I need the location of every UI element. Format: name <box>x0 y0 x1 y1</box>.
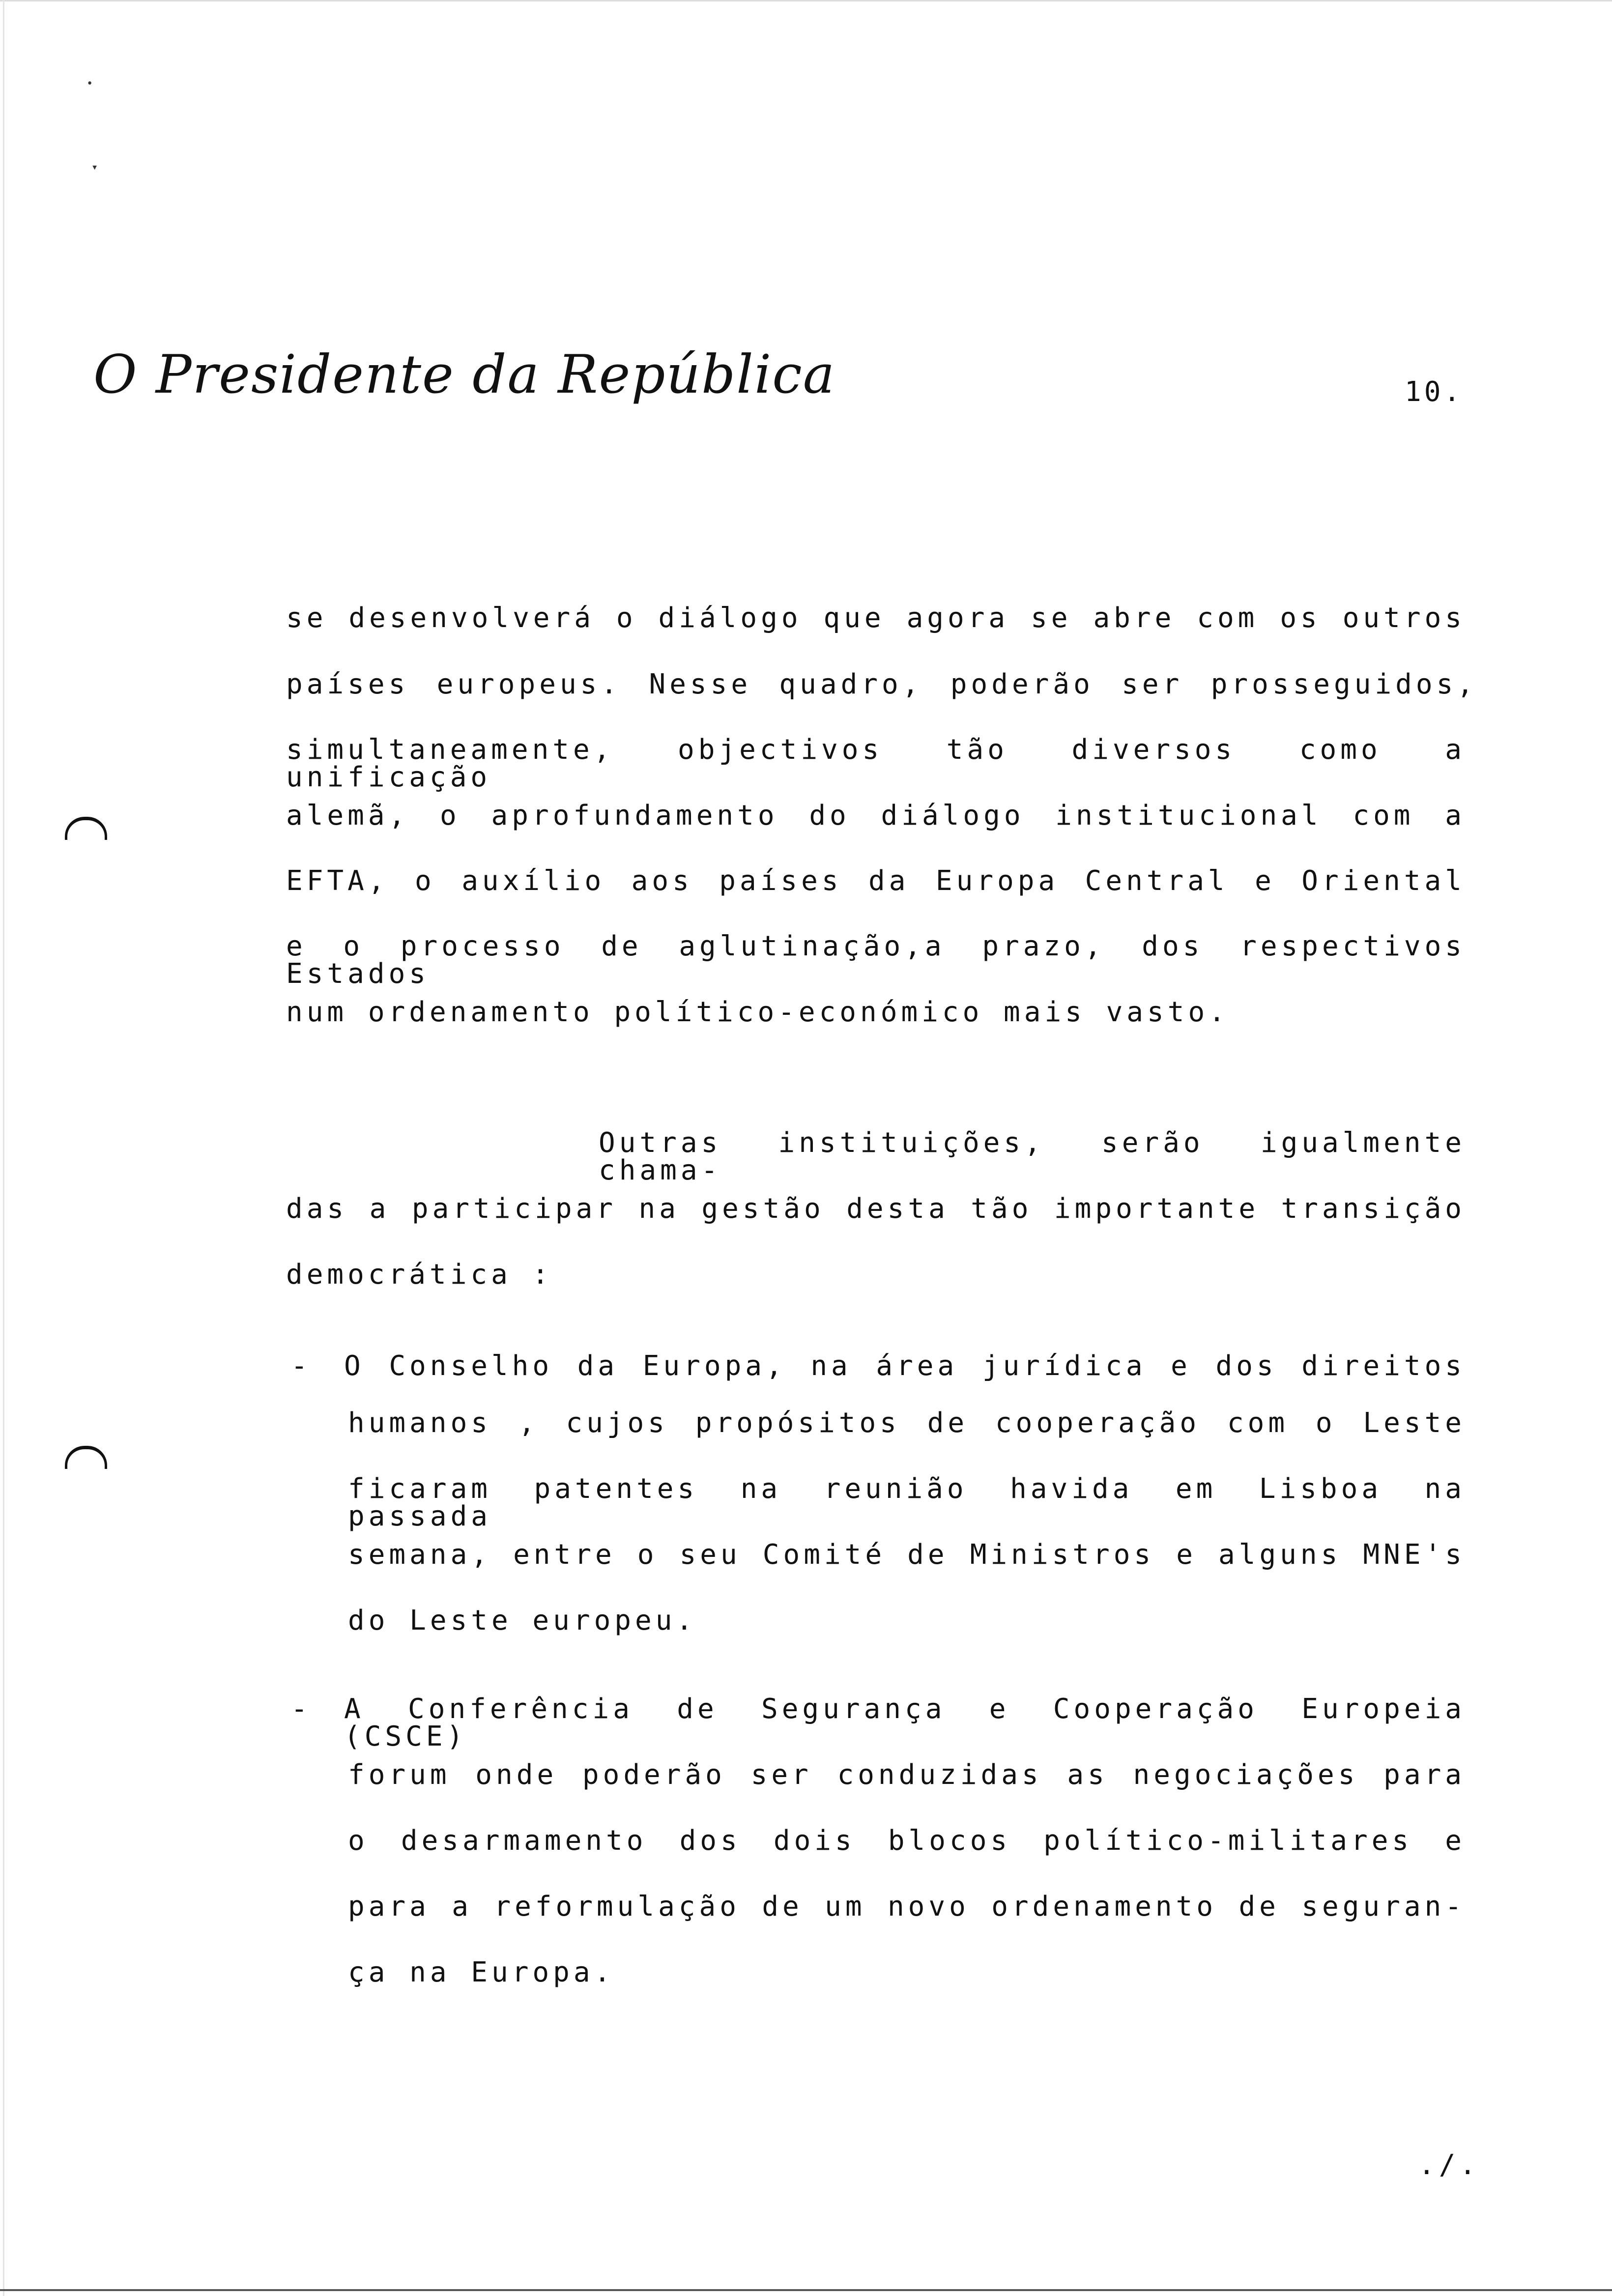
list-item-line: para a reformulação de um novo ordenamento de seguran- <box>348 1891 1466 1923</box>
paragraph-line: países europeus. Nesse quadro, poderão ser prosseguidos, <box>286 668 1477 700</box>
paragraph-line: simultaneamente, objectivos tão diversos como a unificação <box>286 734 1466 793</box>
list-item-line: ça na Europa. <box>348 1956 615 1988</box>
bullet-marker: - <box>291 1350 312 1382</box>
paragraph-line: Outras instituições, serão igualmente chama- <box>599 1127 1466 1186</box>
punch-hole-mark <box>65 817 107 840</box>
scan-left-edge <box>3 0 4 2296</box>
list-item-line: humanos , cujos propósitos de cooperação com o Leste <box>348 1407 1466 1439</box>
list-item-line: forum onde poderão ser conduzidas as negociações para <box>348 1759 1466 1791</box>
list-item-line: ficaram patentes na reunião havida em Lisboa na passada <box>348 1473 1466 1532</box>
scan-top-edge <box>0 0 1612 1</box>
list-item-line: A Conferência de Segurança e Cooperação Europeia (CSCE) <box>344 1693 1466 1752</box>
paragraph-line: se desenvolverá o diálogo que agora se abre com os outros <box>286 602 1466 634</box>
continuation-mark: ./. <box>1418 2149 1480 2181</box>
letterhead-logo: O Presidente da República <box>93 344 836 405</box>
paragraph-line: num ordenamento político-económico mais vasto. <box>286 996 1229 1028</box>
page-number: 10. <box>1405 376 1464 408</box>
list-item-line: o desarmamento dos dois blocos político-militares e <box>348 1825 1466 1857</box>
paragraph-line: das a participar na gestão desta tão importante transição <box>286 1193 1466 1225</box>
scan-speck: • <box>86 78 93 90</box>
scan-bottom-edge <box>0 2289 1612 2291</box>
scan-speck: ▾ <box>91 161 98 173</box>
list-item-line: do Leste europeu. <box>348 1605 697 1636</box>
bullet-marker: - <box>291 1693 312 1725</box>
paragraph-line: democrática : <box>286 1259 553 1291</box>
paragraph-line: alemã, o aprofundamento do diálogo institucional com a <box>286 800 1466 832</box>
punch-hole-mark <box>65 1446 107 1469</box>
paragraph-line: e o processo de aglutinação,a prazo, dos respectivos Estados <box>286 930 1466 990</box>
list-item-line: O Conselho da Europa, na área jurídica e dos direitos <box>344 1350 1466 1382</box>
paragraph-line: EFTA, o auxílio aos países da Europa Central e Oriental <box>286 865 1466 897</box>
list-item-line: semana, entre o seu Comité de Ministros e alguns MNE's <box>348 1539 1466 1571</box>
